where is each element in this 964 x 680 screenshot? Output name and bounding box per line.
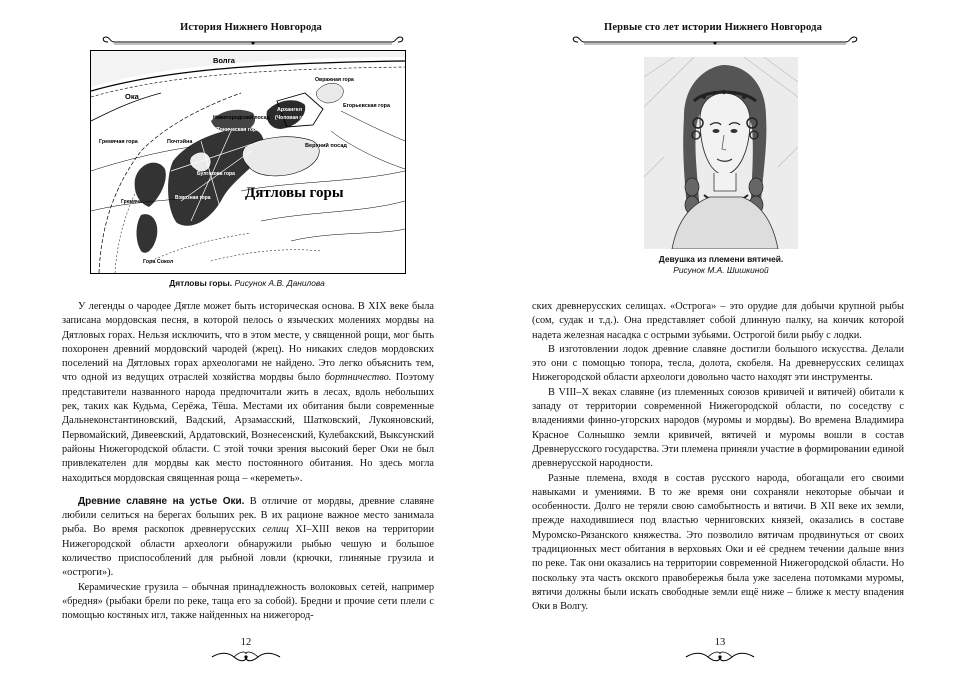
left-paragraph-1-tail: Поэтому представители названного народа предпочитали жить в лесах, вдоль небольших рек, таких как Кудьма, Серёжа, Тёша. Местами их обитания были современные Дальнеконстантиновский, Вадский, Арзамасский, Шатковский, Лукояновский, Первомайский, Дивеевский, Ардатовский, Вознесенский, Кулебакский, Выксунский районы Нижегородской области. С этой точки зрения высокий берег Оки не был привлекателен для мордвы как место постоянного обитания. Но здесь могла находиться мордовская священная роща – «кереметь». <box>62 372 434 484</box>
right-body-text <box>532 300 904 615</box>
portrait-drawing <box>644 57 798 249</box>
map-label-nizhegorod: Нижегородский посад <box>213 115 270 121</box>
map-label-volga: Волга <box>213 56 235 65</box>
map-label-strelka: Гремяча <box>121 199 142 205</box>
portrait-image <box>644 57 798 249</box>
map-label-arkangel: Архангел <box>277 107 303 113</box>
map-label-gremyachaya: Гремячая гора <box>99 139 138 145</box>
head-ornament-right <box>570 36 860 48</box>
right-paragraph-1: ских древнерусских селищах. «Острога» – это орудие для добычи крупной рыбы (сом, судак и т.д.). Она представляет собой длинную палку, на кончик которой надета железная насадка с острыми зубьями. Острогой били рыбу с лодки. <box>532 301 904 341</box>
map-label-ugryumskaya: Егорьевская гора <box>343 103 390 109</box>
head-ornament-left <box>100 36 406 48</box>
left-paragraph-2 <box>62 495 434 581</box>
running-head-left: История Нижнего Новгорода <box>180 22 322 33</box>
map-label-ovrazhnaya: Овражная гора <box>315 77 354 83</box>
map-label-pochaina: Почтэйна <box>167 139 193 145</box>
page-number-right: 13 <box>714 637 726 648</box>
portrait-caption <box>624 254 818 276</box>
map-title: Дятловы горы <box>245 185 344 201</box>
map-label-verkhniy: Верхний посад <box>305 143 347 149</box>
map-caption-title: Дятловы горы. <box>169 278 233 288</box>
map-label-tolchenaya: (Тоническая гора) <box>215 127 261 133</box>
left-paragraph-1-text: У легенды о чародее Дятле может быть историческая основа. В XIX веке была записана мордовская песня, в которой пелось о языческих молениях мордвы на Дятловых горах. Нельзя исключить, что в этом месте, у священной рощи, мог быть похоронен древний мордовский чародей (жрец). Но никаких следов мордовских поселений на Дятловых горах археологами не найдено. Это легко объяснить тем, что одной из ведущих отраслей хозяйства мордвы было <box>62 301 434 384</box>
right-paragraph-2: В изготовлении лодок древние славяне достигли большого искусства. Делали это они с помощью топора, тесла, долота, скобеля. На древнерусских селищах Нижегородской области археологи довольно часто находят эти инструменты. <box>532 343 904 384</box>
map-caption-author: Рисунок А.В. Данилова <box>234 278 325 288</box>
map-caption <box>90 278 404 289</box>
running-head-right: Первые сто лет истории Нижнего Новгорода <box>604 22 822 33</box>
map-drawing <box>91 51 405 273</box>
right-paragraph-3: В VIII–X веках славяне (из племенных союзов кривичей и вятичей) обитали к западу от территории современной Нижегородской области, по соседству с владениями финно-угорских народов (муромы и мордвы). Во времена Владимира Красное Солнышко земли кривичей, вятичей и муромы вошли в состав Древнерусского государства. Эти племена приняли участие в формировании единой древнерусской народности. <box>532 386 904 470</box>
left-paragraph-1-italic: бортничество. <box>324 372 392 384</box>
right-page <box>482 0 964 680</box>
footer-ornament-left <box>210 650 282 669</box>
map-label-arkangel-sub: (Чоповая гора) <box>275 115 312 121</box>
left-paragraph-2-tail: XI–XIII веков на территории Нижегородской области археологи обнаружили рыбью чешую и большое количество приспособлений для рыбной ловли (крючки, глиняные грузила и «остроги»). <box>62 524 435 579</box>
section-heading: Древние славяне на устье Оки. <box>78 495 245 507</box>
map-label-sokol: Гора Сокол <box>143 259 174 265</box>
left-paragraph-2-italic: селищ <box>262 524 289 536</box>
left-body-text <box>62 300 434 624</box>
map-label-bulgakova: Булгакова гора <box>197 171 235 177</box>
portrait-caption-author: Рисунок М.А. Шишкиной <box>673 265 769 275</box>
right-paragraph-4: Разные племена, входя в состав русского народа, обогащали его своими навыками и умениями. В то же время они сохраняли некоторые обычаи и особенности. Долго не теряли свою самобытность и вятичи. В XII веке их земли, прежде находившиеся под властью черниговских князей, оказались в составе Муромско-Рязанского княжества. Это позволило вятичам продвинуться от своих традиционных мест обитания в верховьях Оки и её среднем течении дальше вниз по реке. Так они оказались на территории современной Нижегородской области. Но поскольку эта часть окского правобережья была уже заселена потомками муромы, вятичи должны были искать свободные земли ещё ниже – ближе к месту впадения Оки в Волгу. <box>532 472 904 613</box>
portrait-caption-title: Девушка из племени вятичей. <box>658 254 784 264</box>
map-label-oka: Ока <box>125 92 139 101</box>
page-number-left: 12 <box>240 637 252 648</box>
left-paragraph-1 <box>62 300 434 486</box>
map-label-vzvoz: Взвозная гора <box>175 195 211 201</box>
map-figure <box>90 50 406 274</box>
left-paragraph-2-text: В отличие от мордвы, древние славяне любили селиться на берегах больших рек. В их рационе важное место занимала рыба. Во время раскопок древнерусских <box>62 495 434 536</box>
left-paragraph-3: Керамические грузила – обычная принадлежность волоковых сетей, например «бредня» (рыбаки брели по реке, таща его за собой). Бредни и прочие сети плели с помощью костяных игл, также найденных на нижегород- <box>62 581 434 622</box>
footer-ornament-right <box>684 650 756 669</box>
